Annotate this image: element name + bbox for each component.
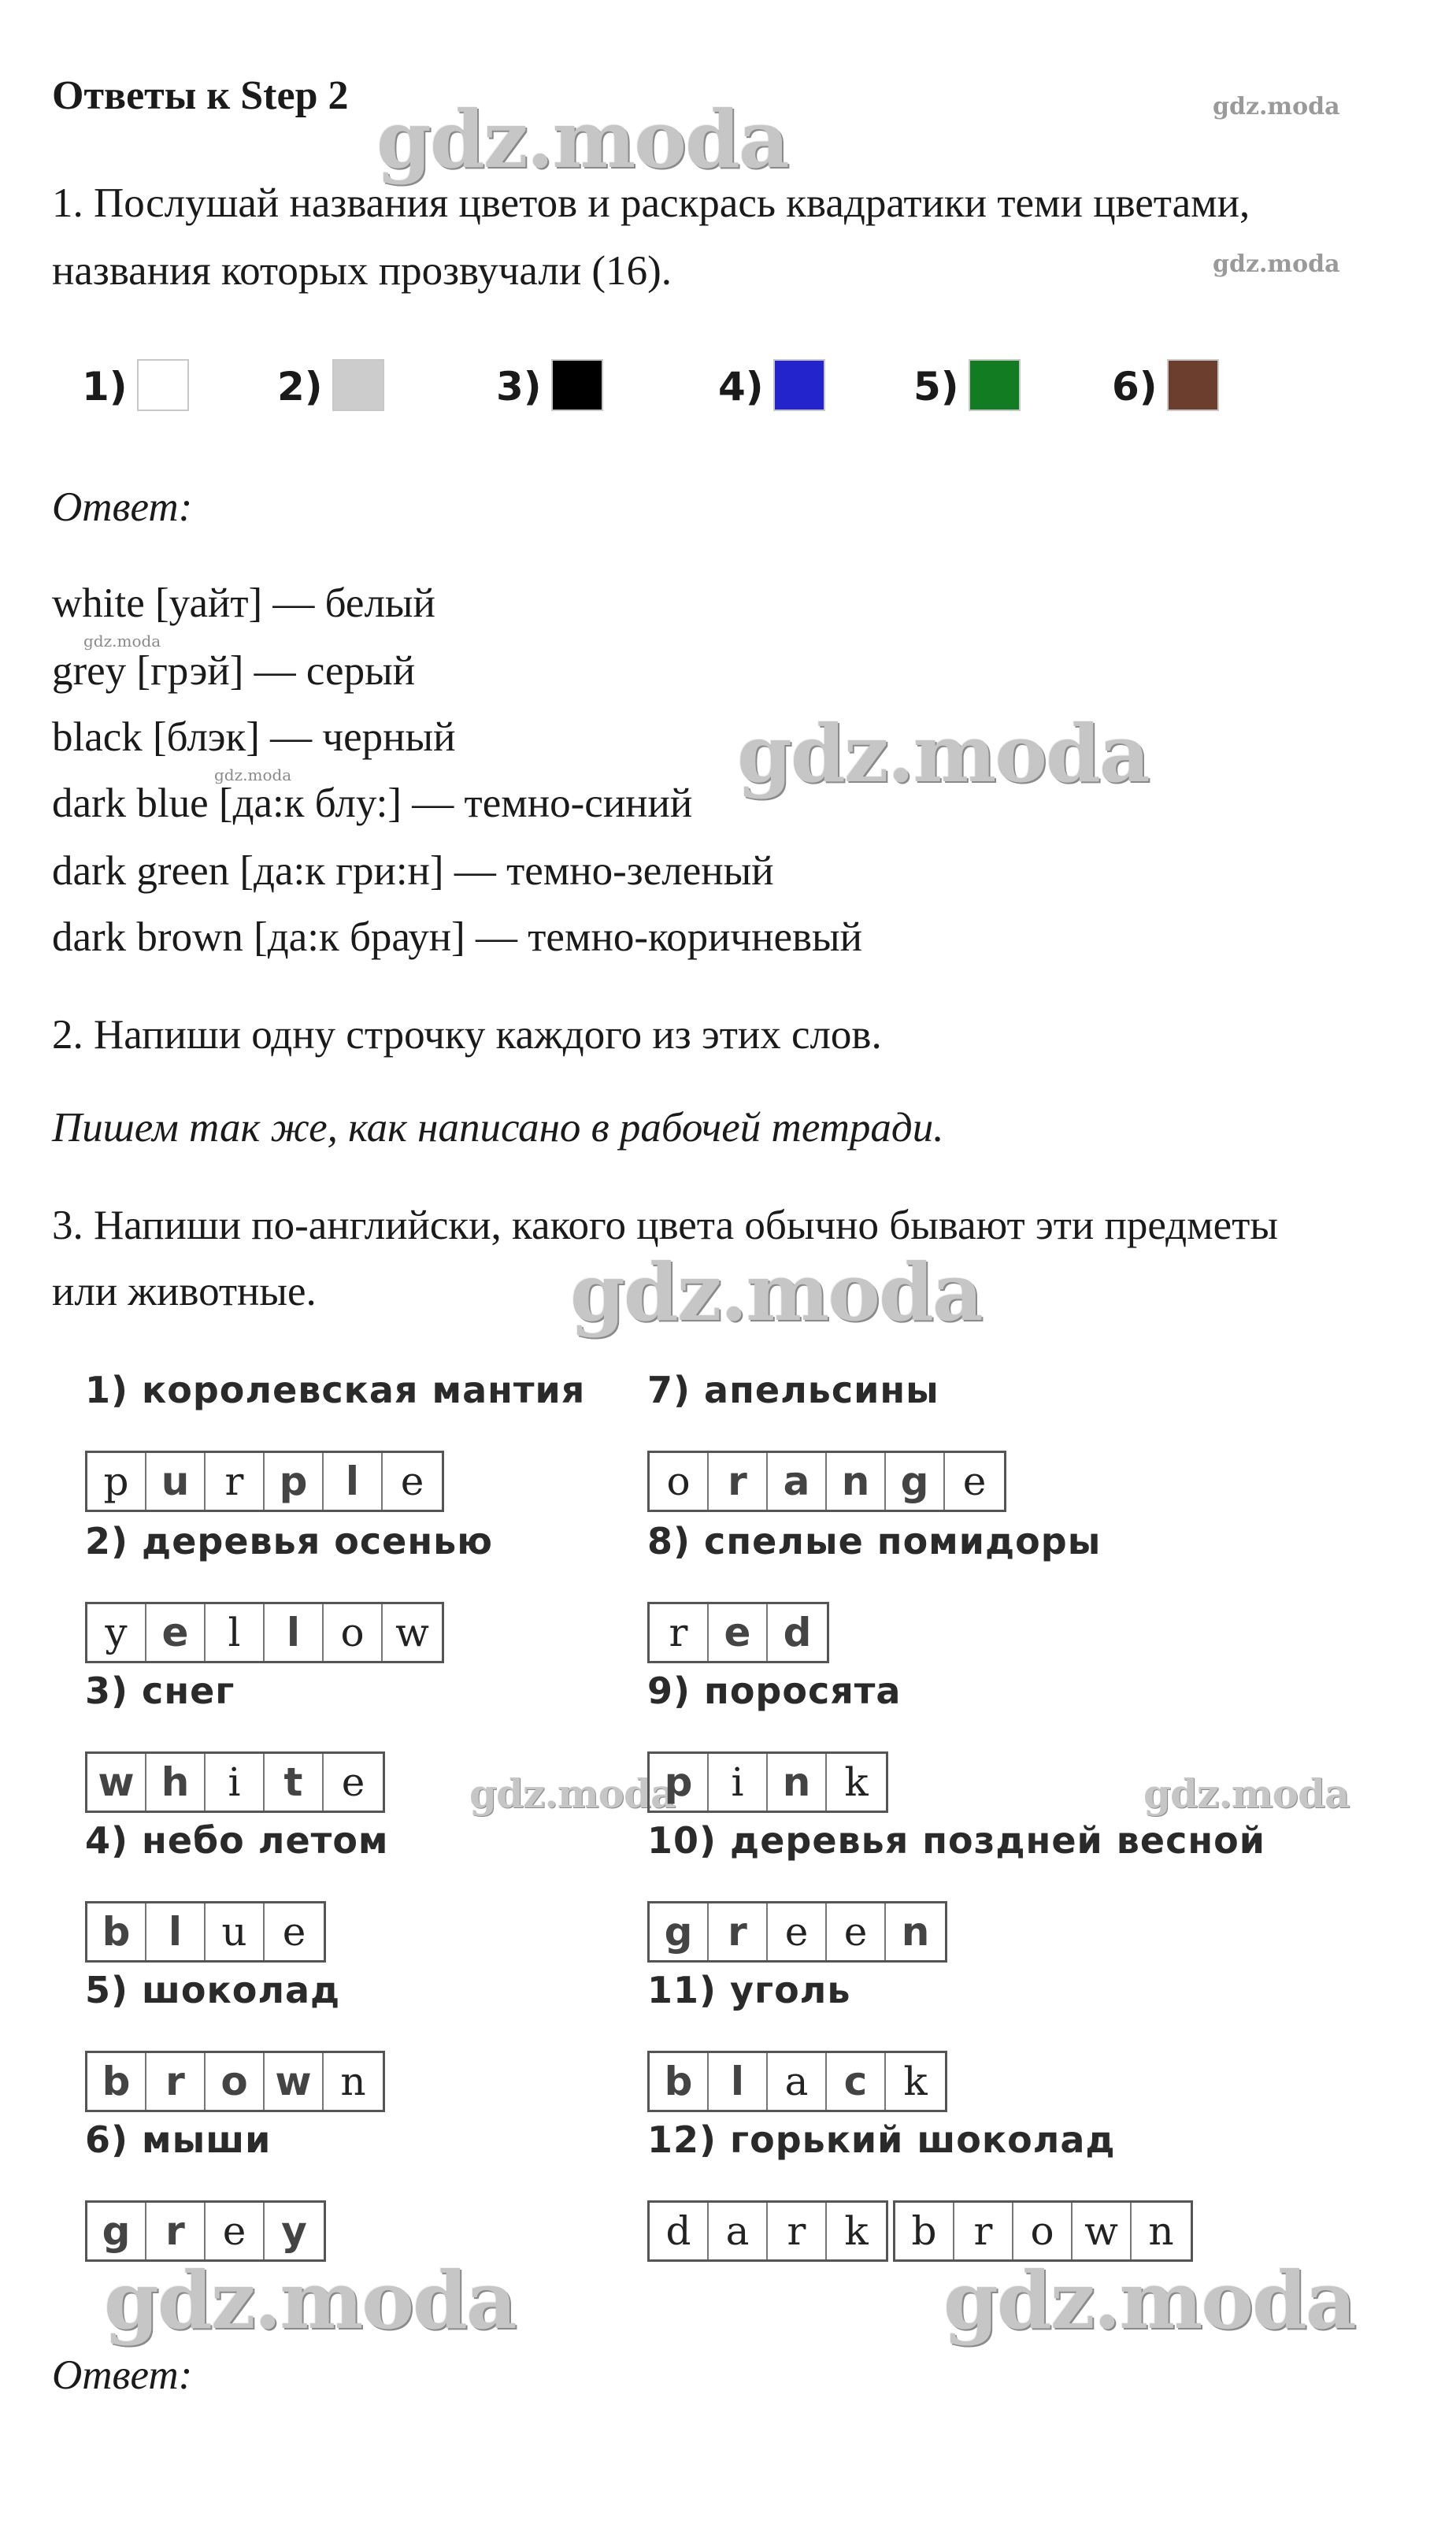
watermark: gdz.moda	[83, 632, 161, 651]
exercise-label: 3) снег	[85, 1670, 235, 1712]
exercise-label: 1) королевская мантия	[85, 1369, 586, 1411]
letter-cell: o	[206, 2053, 265, 2110]
letter-cell: l	[265, 1604, 324, 1661]
letter-cell: e	[827, 1903, 886, 1960]
color-swatch	[332, 359, 384, 411]
letter-cell: c	[827, 2053, 886, 2110]
page-title: Ответы к Step 2	[52, 73, 349, 118]
letter-cell: a	[709, 2203, 768, 2259]
watermark: gdz.moda	[737, 707, 1149, 800]
letter-boxes	[647, 1901, 947, 1963]
letter-cell: a	[768, 2053, 827, 2110]
watermark: gdz.moda	[570, 1246, 982, 1339]
color-swatch	[137, 359, 189, 411]
letter-cell: l	[324, 1453, 383, 1510]
letter-boxes	[647, 2200, 888, 2262]
letter-cell: e	[768, 1903, 827, 1960]
color-swatch	[969, 359, 1021, 411]
letter-boxes	[647, 1451, 1006, 1512]
letter-cell: y	[87, 1604, 146, 1661]
letter-cell: k	[844, 1759, 869, 1805]
exercise-label: 7) апельсины	[647, 1369, 939, 1411]
letter-cell: w	[395, 1610, 429, 1655]
letter-cell: h	[146, 1754, 206, 1811]
answer-line: white [уайт] — белый	[52, 580, 435, 626]
letter-boxes	[85, 1751, 385, 1813]
color-swatch	[551, 359, 603, 411]
exercise-label: 6) мыши	[85, 2118, 272, 2161]
letter-cell: u	[146, 1453, 206, 1510]
letter-cell: e	[400, 1459, 424, 1504]
letter-cell: r	[709, 1453, 768, 1510]
letter-cell: w	[1073, 2203, 1132, 2259]
letter-cell: g	[886, 1453, 945, 1510]
swatch-label: 5)	[913, 364, 959, 410]
letter-cell: r	[650, 1604, 709, 1661]
letter-cell: a	[768, 1453, 827, 1510]
exercise-label: 12) горький шоколад	[647, 2118, 1116, 2161]
letter-boxes	[893, 2200, 1193, 2262]
watermark: gdz.moda	[1143, 1770, 1350, 1817]
letter-cell: e	[962, 1459, 987, 1504]
letter-cell: d	[650, 2203, 709, 2259]
letter-boxes	[85, 2200, 326, 2262]
answer-line: grey [грэй] — серый	[52, 648, 416, 694]
exercise-label: 10) деревья поздней весной	[647, 1819, 1265, 1862]
watermark: gdz.moda	[1213, 93, 1340, 120]
letter-cell: d	[783, 1610, 812, 1655]
letter-cell: o	[1013, 2203, 1073, 2259]
letter-boxes	[85, 1602, 444, 1663]
letter-cell: k	[844, 2208, 869, 2254]
watermark: gdz.moda	[104, 2254, 516, 2347]
swatch-label: 4)	[718, 364, 764, 410]
letter-boxes	[85, 1901, 326, 1963]
task1-text: названия которых прозвучали (16).	[52, 248, 672, 294]
task1-text: 1. Послушай названия цветов и раскрась квадратики теми цветами,	[52, 180, 1250, 226]
answer-line: dark green [да:к гри:н] — темно-зеленый	[52, 848, 774, 894]
letter-cell: e	[146, 1604, 206, 1661]
swatch-label: 2)	[277, 364, 323, 410]
letter-cell: l	[206, 1604, 265, 1661]
task3-text: или животные.	[52, 1269, 317, 1314]
swatch-label: 6)	[1112, 364, 1158, 410]
letter-boxes	[647, 1751, 888, 1813]
answer-line: dark brown [да:к браун] — темно-коричневый	[52, 914, 862, 960]
letter-cell: w	[87, 1754, 146, 1811]
task3-text: 3. Напиши по-английски, какого цвета обычно бывают эти предметы	[52, 1203, 1278, 1248]
letter-boxes	[647, 1602, 829, 1663]
task2-text: 2. Напиши одну строчку каждого из этих слов.	[52, 1012, 882, 1058]
letter-cell: b	[895, 2203, 954, 2259]
letter-cell: g	[650, 1903, 709, 1960]
answer-label: Ответ:	[52, 2352, 193, 2398]
letter-cell: o	[650, 1453, 709, 1510]
letter-cell: l	[709, 2053, 768, 2110]
letter-cell: b	[87, 2053, 146, 2110]
letter-cell: p	[265, 1453, 324, 1510]
letter-boxes	[85, 2051, 385, 2112]
task2-answer: Пишем так же, как написано в рабочей тетради.	[52, 1105, 944, 1151]
answer-label: Ответ:	[52, 484, 193, 530]
letter-cell: e	[282, 1909, 306, 1955]
letter-cell: l	[146, 1903, 206, 1960]
letter-cell: n	[340, 2059, 366, 2104]
letter-cell: r	[954, 2203, 1013, 2259]
letter-cell: r	[768, 2203, 827, 2259]
letter-cell: n	[901, 1909, 930, 1955]
letter-cell: r	[146, 2053, 206, 2110]
exercise-label: 9) поросята	[647, 1670, 902, 1712]
exercise-label: 2) деревья осенью	[85, 1520, 493, 1562]
exercise-label: 8) спелые помидоры	[647, 1520, 1102, 1562]
letter-cell: n	[1148, 2208, 1174, 2254]
letter-cell: i	[709, 1754, 768, 1811]
letter-cell: n	[827, 1453, 886, 1510]
color-swatch	[773, 359, 825, 411]
exercise-label: 11) уголь	[647, 1969, 851, 2011]
letter-boxes	[647, 2051, 947, 2112]
color-swatch	[1167, 359, 1219, 411]
letter-cell: t	[265, 1754, 324, 1811]
answer-line: dark blue [да:к блу:] — темно-синий	[52, 780, 693, 826]
letter-cell: e	[709, 1604, 768, 1661]
letter-cell: e	[341, 1759, 365, 1805]
letter-cell: r	[709, 1903, 768, 1960]
letter-cell: r	[146, 2203, 206, 2259]
letter-cell: k	[903, 2059, 928, 2104]
swatch-label: 1)	[82, 364, 128, 410]
watermark: gdz.moda	[469, 1770, 676, 1817]
letter-cell: i	[206, 1754, 265, 1811]
letter-cell: g	[87, 2203, 146, 2259]
letter-cell: p	[650, 1754, 709, 1811]
watermark: gdz.moda	[214, 765, 292, 784]
swatch-label: 3)	[496, 364, 542, 410]
exercise-label: 5) шоколад	[85, 1969, 341, 2011]
watermark: gdz.moda	[943, 2254, 1355, 2347]
letter-cell: o	[324, 1604, 383, 1661]
watermark: gdz.moda	[376, 93, 788, 186]
letter-cell: e	[206, 2203, 265, 2259]
letter-cell: b	[87, 1903, 146, 1960]
letter-cell: u	[206, 1903, 265, 1960]
letter-cell: y	[281, 2208, 307, 2254]
watermark: gdz.moda	[1213, 250, 1340, 278]
exercise-label: 4) небо летом	[85, 1819, 389, 1862]
letter-cell: b	[650, 2053, 709, 2110]
letter-cell: w	[265, 2053, 324, 2110]
letter-cell: p	[87, 1453, 146, 1510]
letter-cell: n	[768, 1754, 827, 1811]
letter-boxes	[85, 1451, 444, 1512]
letter-cell: r	[206, 1453, 265, 1510]
answer-line: black [блэк] — черный	[52, 714, 456, 760]
